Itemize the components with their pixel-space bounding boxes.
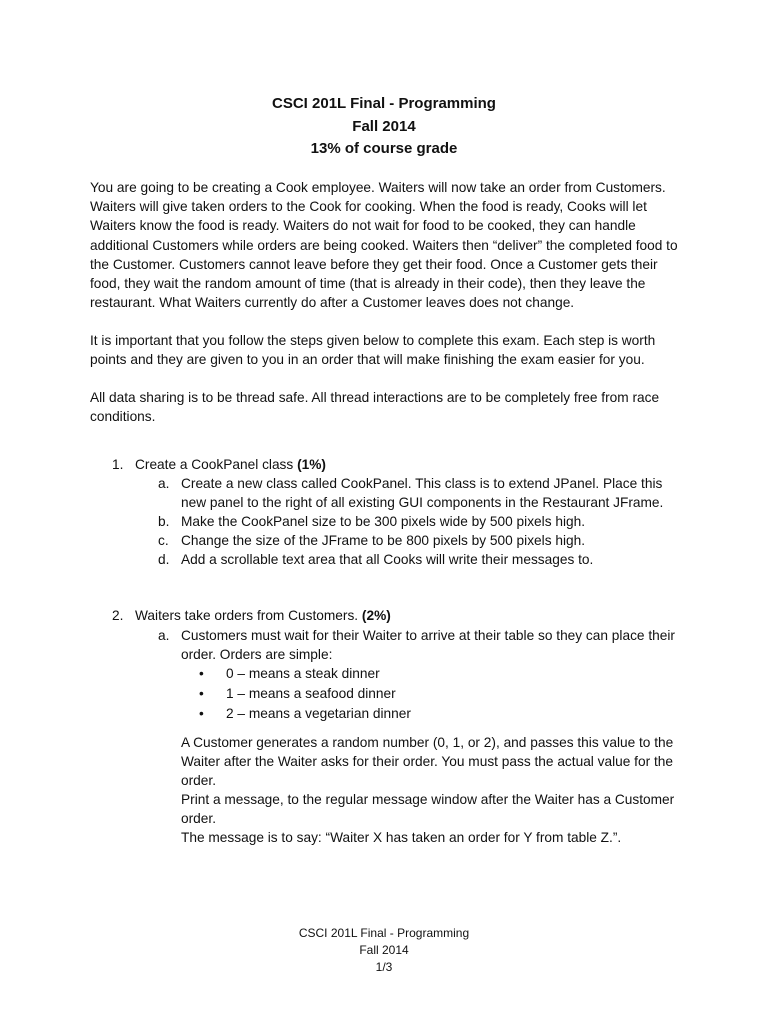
sub-letter: c. [158,533,169,548]
bullet-text: 1 – means a seafood dinner [226,686,396,701]
footer-term: Fall 2014 [359,943,409,957]
sub-letter: b. [158,514,170,529]
bullet-icon: • [199,686,204,701]
item-text: Waiters take orders from Customers. [135,608,362,623]
item-number: 1. [112,457,124,472]
sub-text: Create a new class called CookPanel. This class is to extend JPanel. Place this new panel to the right of all existing GUI components in the Restaurant JFrame. [181,476,664,511]
message-note: The message is to say: “Waiter X has taken an order for Y from table Z.”. [181,830,622,845]
title-term: Fall 2014 [352,117,416,135]
sub-letter: a. [158,476,170,491]
footer-course: CSCI 201L Final - Programming [298,926,470,940]
print-note: Print a message, to the regular message window after the Waiter has a Customer order. [181,792,675,827]
item-weight: (1%) [297,457,326,472]
item-weight: (2%) [361,608,391,623]
page-number: 1/3 [375,960,393,974]
bullet-text: 2 – means a vegetarian dinner [226,706,411,721]
thread-safety-paragraph: All data sharing is to be thread safe. All thread interactions are to be completely free from race conditions. [90,390,660,425]
sub-text: Change the size of the JFrame to be 800 pixels by 500 pixels high. [181,533,586,548]
document-title [0,93,768,161]
intro-paragraph: You are going to be creating a Cook employee. Waiters will now take an order from Customers. Waiters will give taken orders to the Cook for cooking. When the food is ready, Cooks will let Waiters know the food is ready. Waiters do not wait for food to be cooked, they can handle additional Customers while orders are being cooked. Waiters then “deliver” the completed food to the Customer. Customers cannot leave before they get their food. Once a Customer gets their food, they wait the random amount of time (that is already in their code), then they leave the restaurant. What Waiters currently do after a Customer leaves does not change. [90,180,678,311]
bullet-icon: • [199,706,204,721]
sub-letter: a. [158,628,170,643]
sub-text: Add a scrollable text area that all Cooks will write their messages to. [181,552,594,567]
bullet-text: 0 – means a steak dinner [226,666,380,681]
instructions-paragraph: It is important that you follow the steps given below to complete this exam. Each step is worth points and they are given to you in an order that will make finishing the exam easier for you. [90,333,656,368]
order-note: A Customer generates a random number (0, 1, or 2), and passes this value to the Waiter after the Waiter asks for their order. You must pass the actual value for the order. [181,735,674,789]
title-course: CSCI 201L Final - Programming [272,95,496,112]
sub-letter: d. [158,552,170,567]
item-text: Create a CookPanel class [135,457,298,472]
sub-text: Make the CookPanel size to be 300 pixels wide by 500 pixels high. [181,514,586,529]
item-number: 2. [112,608,124,623]
title-weight: 13% of course grade [310,140,458,157]
bullet-icon: • [199,666,204,681]
sub-text: Customers must wait for their Waiter to arrive at their table so they can place their order. Orders are simple: [181,628,675,663]
page-footer [0,925,768,976]
